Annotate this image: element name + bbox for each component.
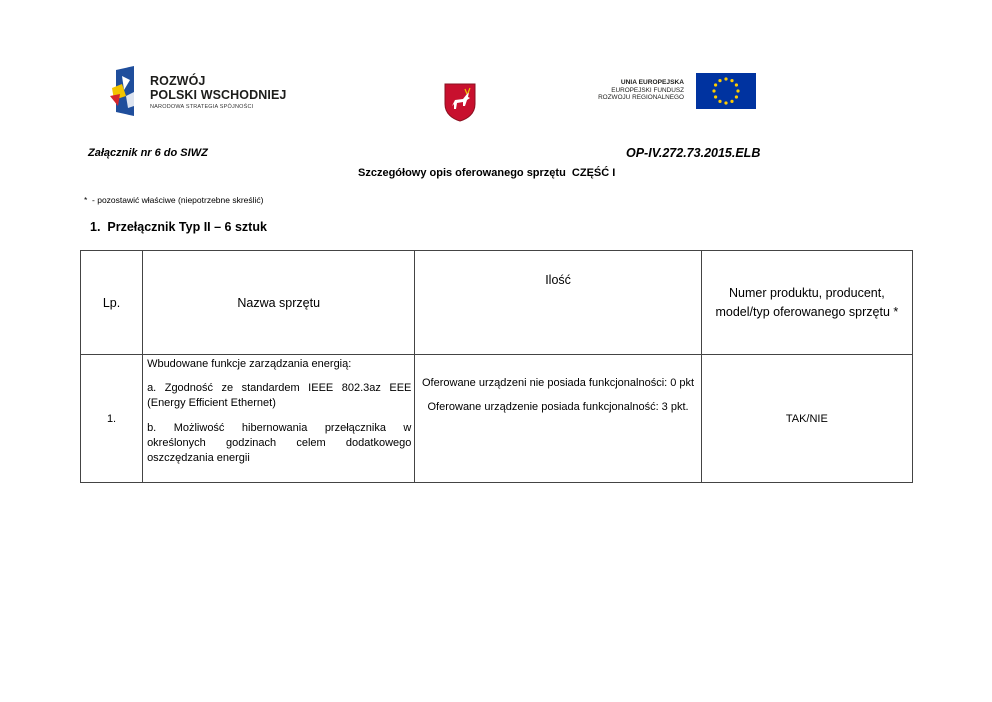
- document-title: Szczegółowy opis oferowanego sprzętu CZĘŚĆ I: [358, 167, 616, 179]
- footnote: * - pozostawić właściwe (niepotrzebne skreślić): [84, 195, 264, 205]
- spec-table: [80, 250, 913, 483]
- rpw-logo-line3: NARODOWA STRATEGIA SPÓJNOŚCI: [150, 104, 254, 110]
- eu-logo: [586, 73, 756, 109]
- qty-option-2: Oferowane urządzenie posiada funkcjonalność: 3 pkt.: [427, 400, 689, 413]
- cell-lp: 1.: [81, 355, 143, 483]
- name-item-b: b. Możliwość hibernowania przełącznika w określonych godzinach celem dodatkowego oszczędzania energii: [147, 421, 412, 464]
- rpw-logo-line2: POLSKI WSCHODNIEJ: [150, 87, 287, 102]
- cell-qty: [415, 355, 701, 483]
- reference-number: OP-IV.272.73.2015.ELB: [626, 146, 761, 160]
- eu-logo-line2: EUROPEJSKI FUNDUSZ: [611, 86, 684, 94]
- lubelskie-crest-icon: [443, 82, 477, 122]
- annex-label: Załącznik nr 6 do SIWZ: [88, 147, 208, 159]
- rpw-logo: [108, 66, 288, 118]
- table-row: [81, 355, 913, 483]
- name-intro: Wbudowane funkcje zarządzania energią:: [147, 358, 352, 370]
- section-title: 1. Przełącznik Typ II – 6 sztuk: [90, 220, 267, 234]
- eu-flag-icon: [696, 73, 756, 109]
- cell-product: TAK/NIE: [701, 355, 912, 483]
- rpw-emblem-icon: [108, 66, 148, 118]
- rpw-logo-line1: ROZWÓJ: [150, 74, 206, 88]
- header-product: Numer produktu, producent, model/typ oferowanego sprzętu *: [701, 251, 912, 355]
- table-header-row: [81, 251, 913, 355]
- cell-name: [143, 355, 415, 483]
- header-name: Nazwa sprzętu: [143, 251, 415, 355]
- header-lp: Lp.: [81, 251, 143, 355]
- header-qty: [415, 251, 701, 355]
- qty-option-1: Oferowane urządzeni nie posiada funkcjonalności: 0 pkt: [421, 377, 695, 389]
- name-item-a: a. Zgodność ze standardem IEEE 802.3az EEE (Energy Efficient Ethernet): [147, 382, 412, 410]
- eu-logo-line1: UNIA EUROPEJSKA: [620, 79, 684, 86]
- header-qty-label: Ilość: [545, 273, 571, 287]
- eu-logo-line3: ROZWOJU REGIONALNEGO: [598, 93, 684, 101]
